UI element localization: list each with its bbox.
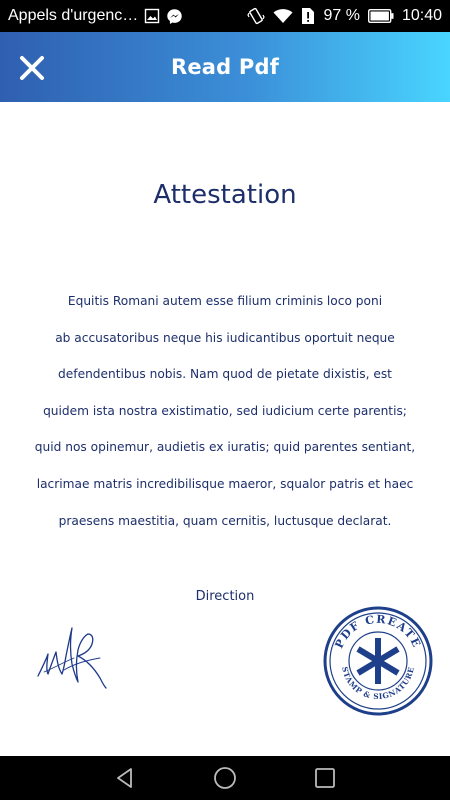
image-icon [144,8,160,24]
document-line: praesens maestitia, quam cernitis, luctusque declarat. [58,513,392,528]
status-left [8,7,183,25]
status-bar [0,0,450,32]
signature-image [34,612,114,692]
battery-percent: 97 % [323,7,360,24]
status-right [247,7,442,25]
stamp-text-top: PDF CREATE [332,612,424,651]
pdf-document[interactable] [0,102,450,756]
messenger-icon [166,8,183,25]
document-line: quidem ista nostra existimatio, sed iudicium certe parentis; [43,403,407,418]
asterisk-icon [358,638,398,684]
navigation-bar [0,756,450,800]
home-button[interactable] [205,758,245,798]
battery-icon [368,9,394,23]
document-title: Attestation [153,180,297,210]
document-line: ab accusatoribus neque his iudicantibus oportuit neque [55,330,395,345]
vibrate-icon [247,7,265,25]
close-icon [19,55,45,81]
close-button[interactable] [14,50,50,86]
document-line: lacrimae matris incredibilisque maeror, squalor patris et haec [36,476,414,491]
home-icon [213,766,237,790]
signatory-label: Direction [195,589,255,604]
status-time: 10:40 [401,7,442,24]
stamp-text-bottom: STAMP & SIGNATURE [340,665,416,702]
recents-icon [314,767,336,789]
back-icon [114,767,136,789]
back-button[interactable] [105,758,145,798]
document-line: defendentibus nobis. Nam quod de pietate dixistis, est [58,367,392,382]
notification-text: Appels d'urgenc… [8,7,139,24]
sim-alert-icon [301,7,315,25]
document-body [0,292,450,548]
page-title: Read Pdf [170,55,280,79]
recents-button[interactable] [305,758,345,798]
stamp-image [322,605,434,717]
wifi-icon [273,8,293,24]
app-bar [0,32,450,102]
document-line: Equitis Romani autem esse filium criminis loco poni [67,294,383,308]
document-line: quid nos opinemur, audietis ex iuratis; quid parentes sentiant, [34,440,416,455]
